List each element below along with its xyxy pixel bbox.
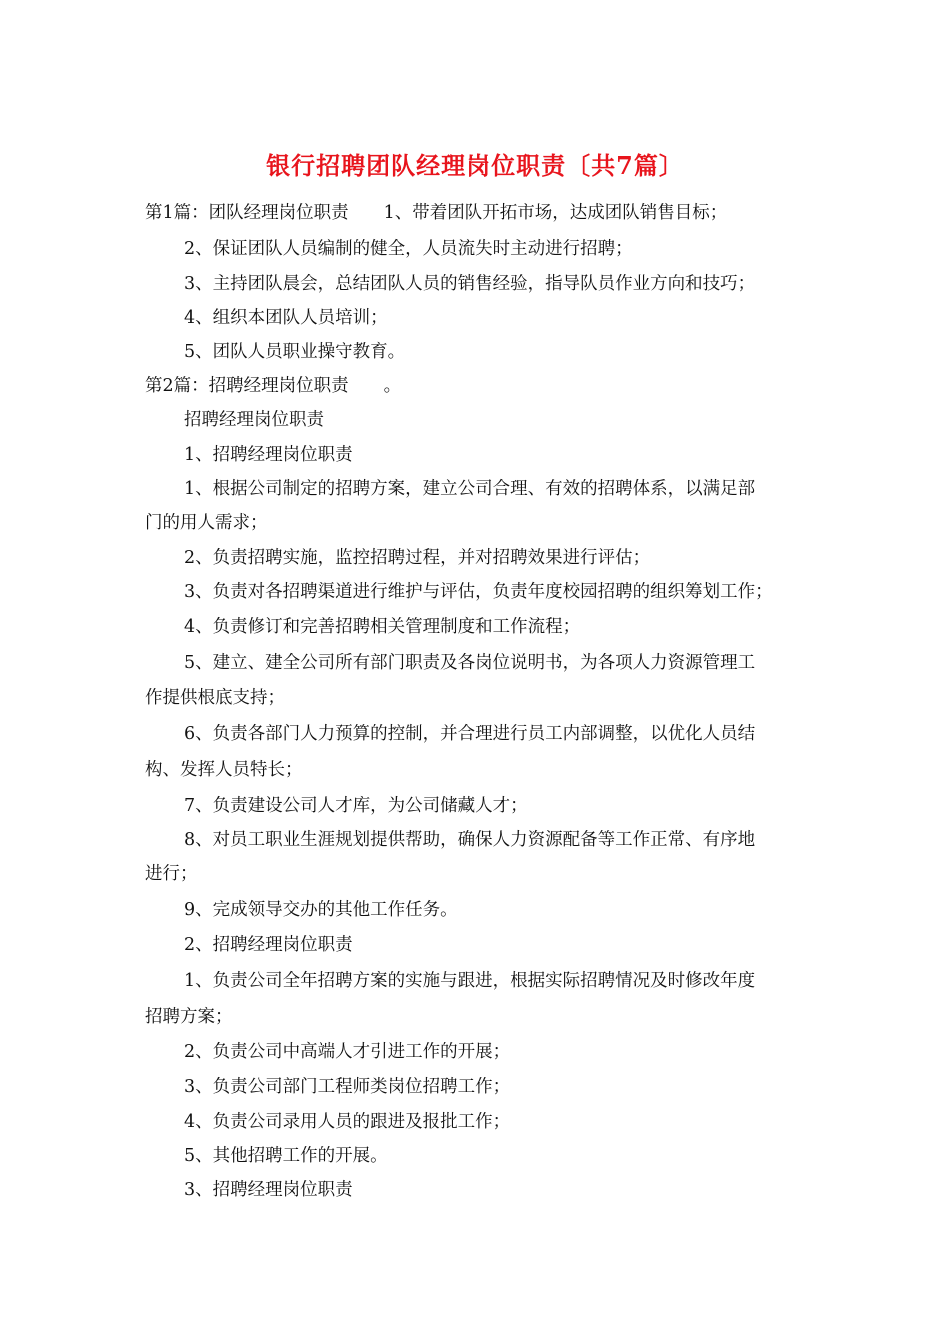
paragraph-continuation: 构、发挥人员特长； [145,760,303,780]
paragraph-continuation: 门的用人需求； [145,513,268,533]
paragraph-line: 2、负责公司中高端人才引进工作的开展； [184,1042,511,1062]
paragraph-line: 3、招聘经理岗位职责 [184,1180,353,1200]
paragraph-line: 4、负责修订和完善招聘相关管理制度和工作流程； [184,617,581,637]
paragraph-line: 7、负责建设公司人才库，为公司储藏人才； [184,796,528,816]
paragraph-line: 4、负责公司录用人员的跟进及报批工作； [184,1112,511,1132]
paragraph-line: 1、招聘经理岗位职责 [184,445,353,465]
document-title: 银行招聘团队经理岗位职责〔共7篇〕 [266,151,684,180]
paragraph-line: 2、负责招聘实施，监控招聘过程，并对招聘效果进行评估； [184,548,651,568]
paragraph-line: 招聘经理岗位职责 [184,410,324,430]
paragraph-line: 3、主持团队晨会，总结团队人员的销售经验，指导队员作业方向和技巧； [184,274,756,294]
section-heading-1: 第1篇：团队经理岗位职责 1、带着团队开拓市场，达成团队销售目标； [145,203,728,223]
paragraph-line: 1、负责公司全年招聘方案的实施与跟进，根据实际招聘情况及时修改年度 [184,971,756,991]
paragraph-continuation: 进行； [145,864,198,884]
paragraph-line: 2、招聘经理岗位职责 [184,935,353,955]
paragraph-line: 2、保证团队人员编制的健全，人员流失时主动进行招聘； [184,239,633,259]
paragraph-line: 5、建立、建全公司所有部门职责及各岗位说明书，为各项人力资源管理工 [184,653,756,673]
paragraph-line: 9、完成领导交办的其他工作任务。 [184,900,458,920]
paragraph-line: 5、团队人员职业操守教育。 [184,342,406,362]
paragraph-line: 4、组织本团队人员培训； [184,308,388,328]
paragraph-continuation: 作提供根底支持； [145,688,285,708]
paragraph-line: 6、负责各部门人力预算的控制，并合理进行员工内部调整，以优化人员结 [184,724,756,744]
paragraph-continuation: 招聘方案； [145,1007,233,1027]
paragraph-line: 1、根据公司制定的招聘方案，建立公司合理、有效的招聘体系，以满足部 [184,479,756,499]
paragraph-line: 5、其他招聘工作的开展。 [184,1146,388,1166]
paragraph-line: 8、对员工职业生涯规划提供帮助，确保人力资源配备等工作正常、有序地 [184,830,756,850]
paragraph-line: 3、负责对各招聘渠道进行维护与评估，负责年度校园招聘的组织筹划工作； [184,582,773,602]
section-heading-2: 第2篇：招聘经理岗位职责 。 [145,376,402,396]
paragraph-line: 3、负责公司部门工程师类岗位招聘工作； [184,1077,511,1097]
